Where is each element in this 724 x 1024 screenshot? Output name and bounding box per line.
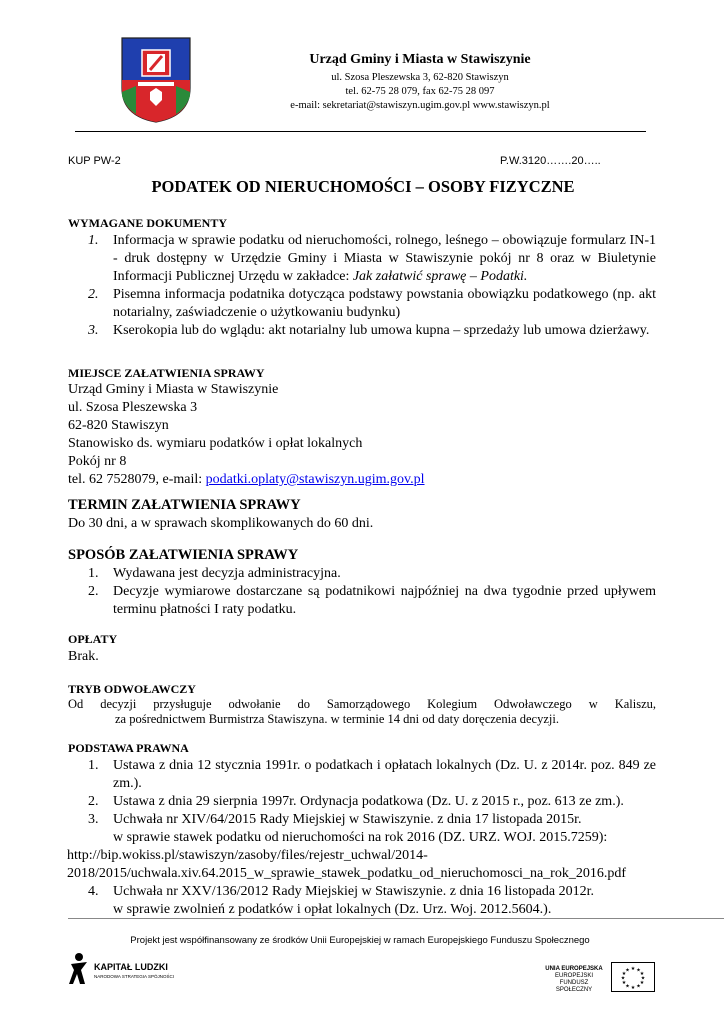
human-figure-icon xyxy=(68,952,90,986)
list-item-text: Kserokopia lub do wglądu: akt notarialny lub umowa kupna – sprzedaży lub umowa dzierżawy. xyxy=(113,323,650,338)
url-line: 2018/2015/uchwala.xiv.64.2015_w_sprawie_stawek_podatku_od_nieruchomosci_na_rok_2016.pdf xyxy=(67,866,626,881)
kapital-ludzki-logo xyxy=(68,952,188,986)
appeal-line: Od decyzji przysługuje odwołanie do Samorządowego Kolegium Odwoławczego w Kaliszu, xyxy=(68,697,656,711)
list-item xyxy=(68,811,656,847)
header-divider xyxy=(75,131,646,132)
appeal-line: za pośrednictwem Burmistrza Stawiszyna. w terminie 14 dni od daty doręczenia decyzji. xyxy=(115,712,559,726)
method-list xyxy=(68,565,656,619)
email-link[interactable]: podatki.oplaty@stawiszyn.ugim.gov.pl xyxy=(205,472,425,487)
legal-list xyxy=(68,757,656,919)
resolution-url xyxy=(67,847,656,883)
case-number: P.W.3120…….20….. xyxy=(500,155,601,167)
kl-subtitle: NARODOWA STRATEGIA SPÓJNOŚCI xyxy=(94,974,175,979)
list-item xyxy=(68,757,656,793)
svg-text:★: ★ xyxy=(630,985,636,991)
eu-line: UNIA EUROPEJSKA xyxy=(545,966,603,972)
list-item xyxy=(68,322,656,340)
svg-text:★: ★ xyxy=(621,971,627,977)
list-item-number: 2. xyxy=(88,794,99,809)
fees-text: Brak. xyxy=(68,649,99,664)
svg-text:★: ★ xyxy=(639,980,645,986)
section-heading-method: SPOSÓB ZAŁATWIENIA SPRAWY xyxy=(68,547,299,563)
section-heading-required-docs: WYMAGANE DOKUMENTY xyxy=(68,216,227,230)
svg-text:★: ★ xyxy=(625,983,630,990)
list-item-number: 3. xyxy=(88,812,99,827)
place-line: 62-820 Stawiszyn xyxy=(68,418,169,433)
list-item-text: Uchwała nr XIV/64/2015 Rady Miejskiej w Stawiszynie. z dnia 17 listopada 2015r. xyxy=(113,812,582,827)
list-item-text: Wydawana jest decyzja administracyjna. xyxy=(113,566,341,581)
office-name: Urząd Gminy i Miasta w Stawiszynie xyxy=(309,52,531,67)
list-item-number: 2. xyxy=(88,287,99,302)
eu-logo xyxy=(545,962,657,992)
list-item-number: 4. xyxy=(88,884,99,899)
list-item xyxy=(68,583,656,619)
list-item-number: 1. xyxy=(88,233,99,248)
list-item-text: Ustawa z dnia 29 sierpnia 1997r. Ordynacja podatkowa (Dz. U. z 2015 r., poz. 613 ze zm.). xyxy=(113,794,624,809)
office-email-web: e-mail: sekretariat@stawiszyn.ugim.gov.pl www.stawiszyn.pl xyxy=(290,100,550,111)
kl-title: KAPITAŁ LUDZKI xyxy=(94,962,168,972)
svg-text:★: ★ xyxy=(639,971,645,977)
list-item-text: Decyzje wymiarowe dostarczane są podatnikowi najpóźniej na dwa tygodnie przed upływem terminu płatności I raty podatku. xyxy=(113,584,656,617)
place-tel: tel. 62 7528079, e-mail: xyxy=(68,472,206,487)
list-item-number: 1. xyxy=(88,566,99,581)
footer-funding-text: Projekt jest współfinansowany ze środków Unii Europejskiej w ramach Europejskiego Funduszu Społecznego xyxy=(130,935,590,946)
list-item-number: 3. xyxy=(88,323,99,338)
svg-text:★: ★ xyxy=(640,975,646,982)
section-heading-appeal: TRYB ODWOŁAWCZY xyxy=(68,682,196,696)
list-item-number: 1. xyxy=(88,758,99,773)
list-item-text: w sprawie stawek podatku od nieruchomości na rok 2016 (DZ. URZ. WOJ. 2015.7259): xyxy=(113,830,608,845)
svg-text:★: ★ xyxy=(621,980,627,986)
section-heading-fees: OPŁATY xyxy=(68,632,118,646)
list-item-text: Ustawa z dnia 12 stycznia 1991r. o podatkach i opłatach lokalnych (Dz. U. z 2014r. poz. 849 ze zm.). xyxy=(113,758,656,791)
place-line: Urząd Gminy i Miasta w Stawiszynie xyxy=(68,382,279,397)
list-item-text: w sprawie zwolnień z podatków i opłat lokalnych (Dz. Urz. Woj. 2012.5604.). xyxy=(113,902,552,917)
list-item xyxy=(68,793,656,811)
form-code: KUP PW-2 xyxy=(68,155,121,167)
eu-line: EUROPEJSKI xyxy=(554,973,593,979)
deadline-text: Do 30 dni, a w sprawach skomplikowanych do 60 dni. xyxy=(68,516,374,531)
required-docs-list xyxy=(68,232,656,340)
place-line: Pokój nr 8 xyxy=(68,454,127,469)
svg-text:★: ★ xyxy=(620,975,626,982)
place-line: ul. Szosa Pleszewska 3 xyxy=(68,400,198,415)
office-phone: tel. 62-75 28 079, fax 62-75 28 097 xyxy=(345,86,495,97)
list-item xyxy=(68,565,656,583)
place-block xyxy=(68,381,656,489)
svg-text:★: ★ xyxy=(636,967,641,974)
svg-text:★: ★ xyxy=(625,967,630,974)
list-item-text: Pisemna informacja podatnika dotycząca podstawy powstania obowiązku podatkowego (np. akt notarialny, zaświadczenie o użytkowaniu budynku) xyxy=(113,287,656,320)
url-line: http://bip.wokiss.pl/stawiszyn/zasoby/files/rejestr_uchwal/2014- xyxy=(67,848,428,863)
section-heading-place: MIEJSCE ZAŁATWIENIA SPRAWY xyxy=(68,366,265,380)
eu-flag-icon xyxy=(611,962,655,992)
list-item xyxy=(68,286,656,322)
section-heading-deadline: TERMIN ZAŁATWIENIA SPRAWY xyxy=(68,497,301,513)
footer-divider xyxy=(68,918,724,919)
eu-line: FUNDUSZ SPOŁECZNY xyxy=(555,980,593,993)
list-item xyxy=(68,883,656,919)
place-contact xyxy=(68,471,656,489)
office-address: ul. Szosa Pleszewska 3, 62-820 Stawiszyn xyxy=(331,72,509,83)
section-heading-legal: PODSTAWA PRAWNA xyxy=(68,741,189,755)
eu-text xyxy=(545,966,603,994)
list-item xyxy=(68,232,656,286)
coat-of-arms-logo xyxy=(120,36,192,124)
list-item-italic: Jak załatwić sprawę – Podatki. xyxy=(352,269,528,284)
place-line: Stanowisko ds. wymiaru podatków i opłat lokalnych xyxy=(68,436,363,451)
list-item-text: Uchwała nr XXV/136/2012 Rady Miejskiej w Stawiszynie. z dnia 16 listopada 2012r. xyxy=(113,884,594,899)
list-item-number: 2. xyxy=(88,584,99,599)
document-title: PODATEK OD NIERUCHOMOŚCI – OSOBY FIZYCZNE xyxy=(151,177,575,196)
svg-text:★: ★ xyxy=(636,983,641,990)
list-item-text: Informacja w sprawie podatku od nieruchomości, rolnego, leśnego – obowiązuje formularz IN-1 - druk dostępny w Urzędzie Gminy i Miasta w Stawiszynie pokój nr 8 oraz w Biuletynie Informacji Publicznej Urzędu w zakładce: xyxy=(113,233,656,284)
svg-text:★: ★ xyxy=(630,966,636,972)
